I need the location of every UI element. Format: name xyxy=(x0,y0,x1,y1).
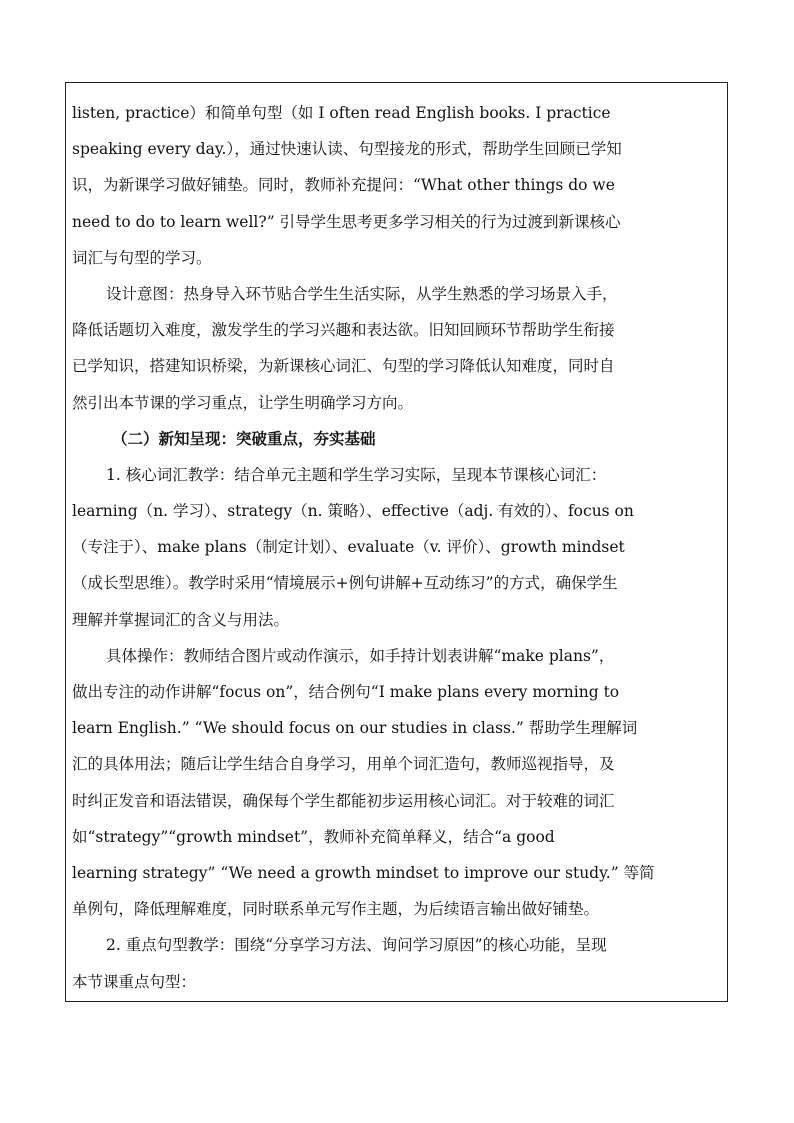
paragraph-start-line: 设计意图：热身导入环节贴合学生生活实际，从学生熟悉的学习场景入手， xyxy=(106,284,618,303)
section-heading: （二）新知呈现：突破重点，夯实基础 xyxy=(112,428,376,448)
text-line: 时纠正发音和语法错误，确保每个学生都能初步运用核心词汇。对于较难的词汇 xyxy=(72,791,615,810)
text-line: need to do to learn well?” 引导学生思考更多学习相关的行为过渡到新课核心 xyxy=(72,212,621,231)
text-line: 汇的具体用法；随后让学生结合自身学习，用单个词汇造句，教师巡视指导，及 xyxy=(72,755,615,774)
document-table-cell xyxy=(65,82,728,1002)
text-line: 降低话题切入难度，激发学生的学习兴趣和表达欲。旧知回顾环节帮助学生衔接 xyxy=(72,321,615,340)
text-line: （专注于）、make plans（制定计划）、evaluate（v. 评价）、growth mindset xyxy=(72,538,625,557)
text-line: 做出专注的动作讲解“focus on”，结合例句“I make plans every morning to xyxy=(72,683,620,701)
text-line: 词汇与句型的学习。 xyxy=(72,248,212,267)
text-line: 已学知识，搭建知识桥梁，为新课核心词汇、句型的学习降低认知难度，同时自 xyxy=(72,357,615,376)
paragraph-start-line: 1. 核心词汇教学：结合单元主题和学生学习实际，呈现本节课核心词汇： xyxy=(106,465,607,484)
text-line: 识，为新课学习做好铺垫。同时，教师补充提问：“What other things do we xyxy=(72,176,615,195)
text-line: listen, practice）和简单句型（如 I often read English books. I practice xyxy=(72,104,611,122)
text-line: learn English.” “We should focus on our studies in class.” 帮助学生理解词 xyxy=(72,719,638,738)
text-line: 如“strategy”“growth mindset”，教师补充简单释义，结合“a good xyxy=(72,827,555,846)
paragraph-start-line: 具体操作：教师结合图片或动作演示，如手持计划表讲解“make plans”， xyxy=(106,646,615,665)
text-line: 单例句，降低理解难度，同时联系单元写作主题，为后续语言输出做好铺垫。 xyxy=(72,900,600,919)
document-body xyxy=(72,95,724,1000)
text-line: learning（n. 学习）、strategy（n. 策略）、effective（adj. 有效的）、focus on xyxy=(72,502,634,521)
text-line: 然引出本节课的学习重点，让学生明确学习方向。 xyxy=(72,393,414,412)
text-line: 本节课重点句型： xyxy=(72,972,197,991)
text-line: learning strategy” “We need a growth mindset to improve our study.” 等简 xyxy=(72,863,655,882)
text-line: speaking every day.），通过快速认读、句型接龙的形式，帮助学生回顾已学知 xyxy=(72,140,622,159)
text-line: 理解并掌握词汇的含义与用法。 xyxy=(72,610,290,629)
paragraph-start-line: 2. 重点句型教学：围绕“分享学习方法、询问学习原因”的核心功能，呈现 xyxy=(106,936,607,955)
text-line: （成长型思维）。教学时采用“情境展示+例句讲解+互动练习”的方式，确保学生 xyxy=(72,574,618,593)
